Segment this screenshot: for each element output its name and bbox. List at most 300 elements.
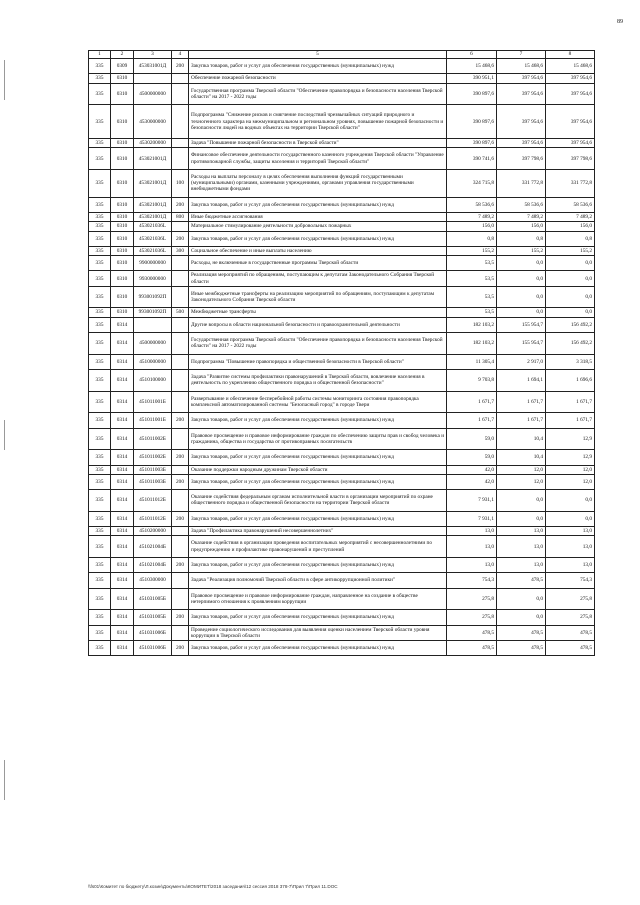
table-row	[89, 370, 595, 392]
amount-2018-cell: 478,5	[447, 641, 497, 656]
header-cell: 7	[497, 51, 546, 59]
admin-code-cell: 335	[89, 197, 111, 212]
target-article-cell	[134, 317, 172, 332]
expense-type-cell	[172, 428, 189, 450]
admin-code-cell: 335	[89, 317, 111, 332]
target-article-cell: 451031005Б	[134, 610, 172, 625]
amount-2020-cell: 275,8	[546, 588, 595, 610]
section-code-cell: 0310	[111, 105, 134, 139]
admin-code-cell: 335	[89, 169, 111, 197]
target-article-cell: 451021004Б	[134, 557, 172, 572]
admin-code-cell: 335	[89, 573, 111, 588]
section-code-cell: 0314	[111, 557, 134, 572]
table-row	[89, 428, 595, 450]
amount-2018-cell: 478,5	[447, 625, 497, 640]
section-code-cell: 0314	[111, 474, 134, 489]
description-cell: Закупка товаров, работ и услуг для обеспечения государственных (муниципальных) нужд	[189, 557, 447, 572]
amount-2020-cell: 275,8	[546, 610, 595, 625]
amount-2020-cell: 397 954,6	[546, 83, 595, 105]
amount-2019-cell: 13,0	[497, 536, 546, 558]
description-cell: Проведение социологического исследования для выявления оценки населением Тверской области уровня коррупции в Тверской области	[189, 625, 447, 640]
header-cell: 8	[546, 51, 595, 59]
section-code-cell: 0314	[111, 354, 134, 369]
amount-2018-cell: 53,5	[447, 271, 497, 286]
description-cell: Развертывание и обеспечение бесперебойной работы системы мониторинга состояния правопорядка комплексной автоматизированной системы "Безопасный город" в городе Твери	[189, 391, 447, 413]
expense-type-cell: 200	[172, 474, 189, 489]
table-row	[89, 641, 595, 656]
section-code-cell: 0314	[111, 588, 134, 610]
amount-2020-cell: 0,8	[546, 231, 595, 246]
amount-2020-cell: 155,2	[546, 246, 595, 255]
amount-2020-cell: 1 671,7	[546, 391, 595, 413]
amount-2019-cell: 13,0	[497, 527, 546, 536]
amount-2020-cell: 156 492,2	[546, 333, 595, 355]
target-article-cell: 453021001Д	[134, 213, 172, 222]
section-code-cell: 0310	[111, 246, 134, 255]
target-article-cell: 993001092П	[134, 308, 172, 317]
amount-2020-cell: 13,0	[546, 536, 595, 558]
amount-2019-cell: 0,0	[497, 308, 546, 317]
amount-2018-cell: 390 897,6	[447, 83, 497, 105]
target-article-cell: 451031006Б	[134, 625, 172, 640]
table-row	[89, 588, 595, 610]
table-row	[89, 557, 595, 572]
table-row	[89, 231, 595, 246]
section-code-cell: 0314	[111, 413, 134, 428]
amount-2020-cell: 331 772,8	[546, 169, 595, 197]
target-article-cell: 451031006Б	[134, 641, 172, 656]
amount-2018-cell: 324 715,8	[447, 169, 497, 197]
target-article-cell: 451031005Б	[134, 588, 172, 610]
amount-2018-cell: 59,0	[447, 428, 497, 450]
amount-2019-cell: 397 954,6	[497, 105, 546, 139]
target-article-cell: 453021036L	[134, 246, 172, 255]
table-row	[89, 59, 595, 74]
amount-2019-cell: 0,0	[497, 286, 546, 308]
expense-type-cell	[172, 333, 189, 355]
description-cell: Закупка товаров, работ и услуг для обеспечения государственных (муниципальных) нужд	[189, 450, 447, 465]
expense-type-cell: 500	[172, 308, 189, 317]
amount-2018-cell: 7 931,1	[447, 490, 497, 512]
target-article-cell: 451011001Б	[134, 413, 172, 428]
expense-type-cell	[172, 370, 189, 392]
target-article-cell: 453021001Д	[134, 148, 172, 170]
expense-type-cell	[172, 256, 189, 271]
description-cell: Закупка товаров, работ и услуг для обеспечения государственных (муниципальных) нужд	[189, 474, 447, 489]
amount-2019-cell: 7 489,2	[497, 213, 546, 222]
table-row	[89, 536, 595, 558]
section-code-cell: 0310	[111, 231, 134, 246]
amount-2019-cell: 13,0	[497, 557, 546, 572]
target-article-cell: 4500000000	[134, 83, 172, 105]
target-article-cell	[134, 74, 172, 83]
section-code-cell: 0310	[111, 308, 134, 317]
description-cell: Задача "Повышение пожарной безопасности в Тверской области"	[189, 139, 447, 148]
target-article-cell: 451011002Б	[134, 428, 172, 450]
header-cell: 1	[89, 51, 111, 59]
description-cell: Оказание поддержки народным дружинам Тверской области	[189, 465, 447, 474]
amount-2019-cell: 397 954,6	[497, 139, 546, 148]
amount-2018-cell: 13,0	[447, 536, 497, 558]
table-row	[89, 465, 595, 474]
section-code-cell: 0310	[111, 197, 134, 212]
description-cell: Задача "Реализация полномочий Тверской области в сфере антикоррупционной политики"	[189, 573, 447, 588]
description-cell: Задача "Профилактика правонарушений несовершеннолетних"	[189, 527, 447, 536]
amount-2019-cell: 397 954,6	[497, 83, 546, 105]
section-code-cell: 0314	[111, 625, 134, 640]
expense-type-cell	[172, 105, 189, 139]
target-article-cell: 451021004Б	[134, 536, 172, 558]
admin-code-cell: 335	[89, 286, 111, 308]
section-code-cell: 0310	[111, 222, 134, 231]
expense-type-cell: 200	[172, 511, 189, 526]
table-row	[89, 391, 595, 413]
amount-2018-cell: 15 468,6	[447, 59, 497, 74]
amount-2020-cell: 478,5	[546, 625, 595, 640]
amount-2018-cell: 182 103,2	[447, 317, 497, 332]
expense-type-cell	[172, 465, 189, 474]
admin-code-cell: 335	[89, 465, 111, 474]
section-code-cell: 0314	[111, 490, 134, 512]
section-code-cell: 0314	[111, 333, 134, 355]
amount-2020-cell: 0,0	[546, 308, 595, 317]
description-cell: Закупка товаров, работ и услуг для обеспечения государственных (муниципальных) нужд	[189, 413, 447, 428]
expense-type-cell: 100	[172, 169, 189, 197]
expense-type-cell	[172, 536, 189, 558]
admin-code-cell: 335	[89, 308, 111, 317]
amount-2019-cell: 58 536,6	[497, 197, 546, 212]
table-row	[89, 308, 595, 317]
table-row	[89, 333, 595, 355]
description-cell: Оказание содействия в организации проведения воспитательных мероприятий с несовершеннолетними по предупреждению и профилактике правонарушений и преступлений	[189, 536, 447, 558]
description-cell: Расходы на выплаты персоналу в целях обеспечения выполнения функций государственными (муниципальными) органами, казенными учреждениями, органами управления государственными внебюджетными фондами	[189, 169, 447, 197]
amount-2018-cell: 11 305,4	[447, 354, 497, 369]
description-cell: Задача "Развитие системы профилактики правонарушений в Тверской области, вовлечение населения в деятельность по укреплению общественного порядка и общественной безопасности"	[189, 370, 447, 392]
expense-type-cell	[172, 83, 189, 105]
target-article-cell: 4510200000	[134, 527, 172, 536]
admin-code-cell: 335	[89, 557, 111, 572]
table-row	[89, 573, 595, 588]
description-cell: Реализация мероприятий по обращениям, поступающим к депутатам Законодательного Собрания Тверской области	[189, 271, 447, 286]
admin-code-cell: 335	[89, 527, 111, 536]
section-code-cell: 0314	[111, 317, 134, 332]
description-cell: Закупка товаров, работ и услуг для обеспечения государственных (муниципальных) нужд	[189, 197, 447, 212]
amount-2020-cell: 397 954,6	[546, 105, 595, 139]
amount-2019-cell: 1 671,7	[497, 391, 546, 413]
table-row	[89, 148, 595, 170]
expense-type-cell	[172, 354, 189, 369]
amount-2020-cell: 1 671,7	[546, 413, 595, 428]
table-row	[89, 511, 595, 526]
expense-type-cell	[172, 139, 189, 148]
description-cell: Межбюджетные трансферты	[189, 308, 447, 317]
target-article-cell: 453021001Д	[134, 197, 172, 212]
header-cell: 6	[447, 51, 497, 59]
section-code-cell: 0314	[111, 391, 134, 413]
amount-2020-cell: 3 318,5	[546, 354, 595, 369]
amount-2018-cell: 182 103,2	[447, 333, 497, 355]
admin-code-cell: 335	[89, 370, 111, 392]
section-code-cell: 0310	[111, 256, 134, 271]
header-cell: 3	[134, 51, 172, 59]
amount-2019-cell: 0,0	[497, 610, 546, 625]
section-code-cell: 0310	[111, 148, 134, 170]
description-cell: Правовое просвещение и правовое информирование граждан по обеспечению защиты прав и свобод человека и гражданина, общества и государства от противоправных посягательств	[189, 428, 447, 450]
amount-2018-cell: 155,2	[447, 246, 497, 255]
amount-2018-cell: 390 897,6	[447, 139, 497, 148]
amount-2019-cell: 10,4	[497, 428, 546, 450]
section-code-cell: 0314	[111, 610, 134, 625]
amount-2020-cell: 397 798,6	[546, 148, 595, 170]
expense-type-cell	[172, 527, 189, 536]
admin-code-cell: 335	[89, 474, 111, 489]
admin-code-cell: 335	[89, 59, 111, 74]
description-cell: Иные бюджетные ассигнования	[189, 213, 447, 222]
amount-2019-cell: 12,0	[497, 465, 546, 474]
margin-mark	[4, 760, 5, 800]
expense-type-cell: 200	[172, 641, 189, 656]
section-code-cell: 0310	[111, 271, 134, 286]
amount-2019-cell: 12,0	[497, 474, 546, 489]
amount-2018-cell: 53,5	[447, 286, 497, 308]
expense-type-cell: 200	[172, 557, 189, 572]
amount-2020-cell: 13,0	[546, 527, 595, 536]
expense-type-cell: 300	[172, 246, 189, 255]
amount-2019-cell: 0,0	[497, 588, 546, 610]
description-cell: Другие вопросы в области национальной безопасности и правоохранительной деятельности	[189, 317, 447, 332]
amount-2018-cell: 156,0	[447, 222, 497, 231]
table-row	[89, 527, 595, 536]
amount-2019-cell: 155 954,7	[497, 333, 546, 355]
amount-2018-cell: 7 931,1	[447, 511, 497, 526]
target-article-cell: 453031001Д	[134, 59, 172, 74]
section-code-cell: 0314	[111, 573, 134, 588]
table-row	[89, 490, 595, 512]
table-row	[89, 271, 595, 286]
amount-2018-cell: 275,8	[447, 588, 497, 610]
amount-2018-cell: 13,0	[447, 557, 497, 572]
amount-2018-cell: 7 489,2	[447, 213, 497, 222]
admin-code-cell: 335	[89, 105, 111, 139]
expense-type-cell: 200	[172, 59, 189, 74]
section-code-cell: 0314	[111, 465, 134, 474]
table-row	[89, 74, 595, 83]
table-row	[89, 317, 595, 332]
amount-2018-cell: 0,8	[447, 231, 497, 246]
section-code-cell: 0310	[111, 83, 134, 105]
admin-code-cell: 335	[89, 83, 111, 105]
target-article-cell: 4510100000	[134, 370, 172, 392]
description-cell: Обеспечение пожарной безопасности	[189, 74, 447, 83]
amount-2019-cell: 10,4	[497, 450, 546, 465]
amount-2020-cell: 12,0	[546, 465, 595, 474]
amount-2019-cell: 155,2	[497, 246, 546, 255]
target-article-cell: 453021036L	[134, 231, 172, 246]
amount-2018-cell: 754,3	[447, 573, 497, 588]
table-row	[89, 610, 595, 625]
expense-type-cell	[172, 391, 189, 413]
section-code-cell: 0310	[111, 139, 134, 148]
amount-2018-cell: 390 897,6	[447, 105, 497, 139]
admin-code-cell: 335	[89, 333, 111, 355]
description-cell: Государственная программа Тверской области "Обеспечение правопорядка и безопасности населения Тверской области" на 2017 - 2022 годы	[189, 333, 447, 355]
expense-type-cell: 200	[172, 610, 189, 625]
budget-table	[88, 50, 595, 656]
section-code-cell: 0314	[111, 450, 134, 465]
admin-code-cell: 335	[89, 271, 111, 286]
amount-2019-cell: 0,0	[497, 511, 546, 526]
admin-code-cell: 335	[89, 354, 111, 369]
section-code-cell: 0314	[111, 428, 134, 450]
section-code-cell: 0310	[111, 74, 134, 83]
amount-2020-cell: 58 536,6	[546, 197, 595, 212]
table-row	[89, 474, 595, 489]
amount-2019-cell: 2 917,0	[497, 354, 546, 369]
expense-type-cell: 200	[172, 231, 189, 246]
amount-2018-cell: 53,5	[447, 256, 497, 271]
amount-2020-cell: 13,0	[546, 557, 595, 572]
section-code-cell: 0314	[111, 511, 134, 526]
table-row	[89, 105, 595, 139]
page-number: 89	[617, 19, 623, 25]
amount-2020-cell: 12,9	[546, 450, 595, 465]
expense-type-cell	[172, 625, 189, 640]
amount-2020-cell: 7 489,2	[546, 213, 595, 222]
table-header-row	[89, 51, 595, 59]
amount-2019-cell: 478,5	[497, 641, 546, 656]
amount-2019-cell: 478,5	[497, 625, 546, 640]
amount-2020-cell: 0,0	[546, 490, 595, 512]
target-article-cell: 451011012Б	[134, 490, 172, 512]
expense-type-cell: 200	[172, 413, 189, 428]
table-row	[89, 222, 595, 231]
description-cell: Оказание содействия федеральным органам исполнительной власти в организации мероприятий по охране общественного порядка и общественной безопасности на территории Тверской области	[189, 490, 447, 512]
amount-2020-cell: 754,3	[546, 573, 595, 588]
amount-2020-cell: 1 696,6	[546, 370, 595, 392]
admin-code-cell: 335	[89, 625, 111, 640]
target-article-cell: 4510300000	[134, 573, 172, 588]
description-cell: Закупка товаров, работ и услуг для обеспечения государственных (муниципальных) нужд	[189, 59, 447, 74]
description-cell: Расходы, не включенные в государственные программы Тверской области	[189, 256, 447, 271]
description-cell: Подпрограмма "Повышение правопорядка и общественной безопасности в Тверской области"	[189, 354, 447, 369]
amount-2018-cell: 53,5	[447, 308, 497, 317]
table-row	[89, 413, 595, 428]
section-code-cell: 0309	[111, 59, 134, 74]
expense-type-cell	[172, 222, 189, 231]
description-cell: Правовое просвещение и правовое информирование граждан, направленное на создание в обществе нетерпимого отношения к проявлениям коррупции	[189, 588, 447, 610]
admin-code-cell: 335	[89, 450, 111, 465]
amount-2019-cell: 155 954,7	[497, 317, 546, 332]
expense-type-cell	[172, 74, 189, 83]
amount-2020-cell: 478,5	[546, 641, 595, 656]
target-article-cell: 993001092П	[134, 286, 172, 308]
table-row	[89, 354, 595, 369]
target-article-cell: 451011003Б	[134, 465, 172, 474]
admin-code-cell: 335	[89, 74, 111, 83]
admin-code-cell: 335	[89, 231, 111, 246]
amount-2019-cell: 0,0	[497, 490, 546, 512]
amount-2018-cell: 390 741,6	[447, 148, 497, 170]
admin-code-cell: 335	[89, 536, 111, 558]
margin-mark	[4, 420, 5, 450]
amount-2019-cell: 478,5	[497, 573, 546, 588]
table-row	[89, 286, 595, 308]
section-code-cell: 0310	[111, 169, 134, 197]
target-article-cell: 451011001Б	[134, 391, 172, 413]
table-row	[89, 450, 595, 465]
amount-2020-cell: 0,0	[546, 286, 595, 308]
amount-2018-cell: 275,8	[447, 610, 497, 625]
target-article-cell: 451011002Б	[134, 450, 172, 465]
amount-2020-cell: 156,0	[546, 222, 595, 231]
amount-2018-cell: 42,0	[447, 474, 497, 489]
expense-type-cell	[172, 286, 189, 308]
amount-2018-cell: 9 703,8	[447, 370, 497, 392]
description-cell: Закупка товаров, работ и услуг для обеспечения государственных (муниципальных) нужд	[189, 231, 447, 246]
admin-code-cell: 335	[89, 428, 111, 450]
target-article-cell: 4510000000	[134, 354, 172, 369]
amount-2018-cell: 390 951,1	[447, 74, 497, 83]
description-cell: Подпрограмма "Снижение рисков и смягчение последствий чрезвычайных ситуаций природного и техногенного характера на межмуниципальном и региональном уровнях, повышение пожарной безопасности и безопасности людей на водных объектах на территории Тверской области"	[189, 105, 447, 139]
expense-type-cell	[172, 317, 189, 332]
amount-2020-cell: 397 954,6	[546, 74, 595, 83]
table-row	[89, 246, 595, 255]
amount-2020-cell: 12,9	[546, 428, 595, 450]
section-code-cell: 0314	[111, 527, 134, 536]
header-cell: 5	[189, 51, 447, 59]
admin-code-cell: 335	[89, 490, 111, 512]
amount-2018-cell: 1 671,7	[447, 413, 497, 428]
expense-type-cell: 800	[172, 213, 189, 222]
amount-2020-cell: 397 954,6	[546, 139, 595, 148]
amount-2020-cell: 15 468,6	[546, 59, 595, 74]
table-row	[89, 83, 595, 105]
amount-2019-cell: 156,0	[497, 222, 546, 231]
description-cell: Иные межбюджетные трансферты на реализацию мероприятий по обращениям, поступающим к депутатам Законодательного Собрания Тверской области	[189, 286, 447, 308]
margin-mark	[4, 60, 5, 100]
amount-2019-cell: 1 694,1	[497, 370, 546, 392]
amount-2019-cell: 397 798,6	[497, 148, 546, 170]
target-article-cell: 4530200000	[134, 139, 172, 148]
section-code-cell: 0310	[111, 213, 134, 222]
admin-code-cell: 335	[89, 256, 111, 271]
admin-code-cell: 335	[89, 222, 111, 231]
amount-2020-cell: 12,0	[546, 474, 595, 489]
description-cell: Государственная программа Тверской области "Обеспечение правопорядка и безопасности населения Тверской области" на 2017 - 2022 годы	[189, 83, 447, 105]
amount-2019-cell: 331 772,8	[497, 169, 546, 197]
table-row	[89, 169, 595, 197]
table-row	[89, 213, 595, 222]
amount-2018-cell: 42,0	[447, 465, 497, 474]
expense-type-cell	[172, 588, 189, 610]
admin-code-cell: 335	[89, 213, 111, 222]
expense-type-cell	[172, 148, 189, 170]
target-article-cell: 4530000000	[134, 105, 172, 139]
target-article-cell: 4500000000	[134, 333, 172, 355]
admin-code-cell: 335	[89, 246, 111, 255]
amount-2018-cell: 58 536,6	[447, 197, 497, 212]
admin-code-cell: 335	[89, 610, 111, 625]
amount-2019-cell: 15 468,6	[497, 59, 546, 74]
amount-2019-cell: 0,0	[497, 256, 546, 271]
admin-code-cell: 335	[89, 139, 111, 148]
admin-code-cell: 335	[89, 588, 111, 610]
expense-type-cell: 200	[172, 450, 189, 465]
target-article-cell: 453021036L	[134, 222, 172, 231]
table-row	[89, 139, 595, 148]
admin-code-cell: 335	[89, 511, 111, 526]
description-cell: Социальное обеспечение и иные выплаты населению	[189, 246, 447, 255]
